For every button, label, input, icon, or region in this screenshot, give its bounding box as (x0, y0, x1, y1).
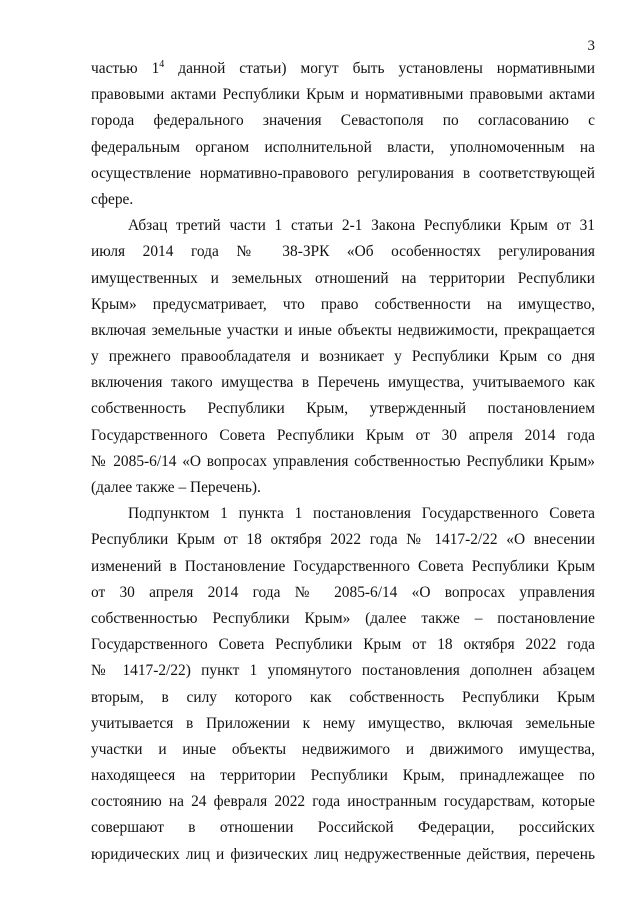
text-line: Государственного Совета Республики Крым от 18 октября 2022 года (91, 636, 595, 654)
paragraph (91, 56, 595, 213)
text-line: № 1417-2/22) пункт 1 упомянутого постановления дополнен абзацем (91, 662, 595, 680)
text-line: № 2085-6/14 «О вопросах управления собственностью Республики Крым» (91, 452, 595, 470)
text-line: июля 2014 года № 38-ЗРК «Об особенностях регулирования (91, 243, 595, 261)
text-line: Абзац третий части 1 статьи 2-1 Закона Республики Крым от 31 (128, 217, 595, 235)
text-line: изменений в Постановление Государственного Совета Республики Крым (91, 557, 595, 575)
text-line (91, 56, 595, 82)
text-line: включая земельные участки и иные объекты недвижимости, прекращается (91, 321, 595, 339)
text-line: Подпунктом 1 пункта 1 постановления Государственного Совета (128, 505, 595, 523)
document-body (91, 56, 595, 868)
text-line: находящееся на территории Республики Крым, принадлежащее по (91, 767, 595, 785)
text-line: от 30 апреля 2014 года № 2085-6/14 «О вопросах управления (91, 583, 595, 601)
text-line: собственность Республики Крым, утвержденный постановлением (91, 400, 595, 418)
text-line: учитывается в Приложении к нему имущество, включая земельные (91, 714, 595, 732)
text-line: вторым, в силу которого как собственность Республики Крым (91, 688, 595, 706)
text-line: собственностью Республики Крым» (далее также – постановление (91, 609, 595, 627)
text-line: у прежнего правообладателя и возникает у Республики Крым со дня (91, 348, 595, 366)
text-line: Государственного Совета Республики Крым от 30 апреля 2014 года (91, 426, 595, 444)
text-line: имущественных и земельных отношений на территории Республики (91, 269, 595, 287)
page-number: 3 (587, 38, 595, 54)
text-line: федеральным органом исполнительной власти, уполномоченным на (91, 138, 595, 156)
text-line: правовыми актами Республики Крым и нормативными правовыми актами (91, 86, 595, 104)
paragraph (91, 501, 595, 868)
text-line: Республики Крым от 18 октября 2022 года № 1417-2/22 «О внесении (91, 531, 595, 549)
text-line: сфере. (91, 190, 134, 208)
text-line: Крым» предусматривает, что право собственности на имущество, (91, 295, 595, 313)
text-line: совершают в отношении Российской Федерации, российских (91, 819, 595, 837)
text-line: состоянию на 24 февраля 2022 года иностранным государствам, которые (91, 793, 595, 811)
text-line: включения такого имущества в Перечень имущества, учитываемого как (91, 374, 595, 392)
text-line: города федерального значения Севастополя по согласованию с (91, 112, 595, 130)
text-fragment: частью 1 (91, 60, 160, 77)
superscript: 4 (159, 59, 165, 70)
text-line: участки и иные объекты недвижимого и движимого имущества, (91, 740, 595, 758)
text-line: осуществление нормативно-правового регулирования в соответствующей (91, 164, 595, 182)
text-line: (далее также – Перечень). (91, 479, 261, 496)
text-line: юридических лиц и физических лиц недружественные действия, перечень (91, 845, 595, 863)
text-fragment: данной статьи) могут быть установлены нормативными (164, 60, 595, 77)
paragraph (91, 213, 595, 501)
